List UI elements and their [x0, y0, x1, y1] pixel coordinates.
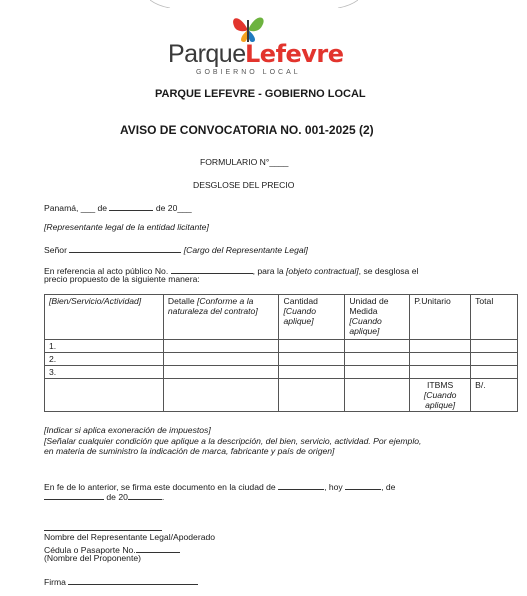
year-blank[interactable] — [128, 490, 162, 500]
legal-representative-placeholder: [Representante legal de la entidad licitante] — [44, 222, 209, 232]
salutation-label: Señor — [44, 245, 67, 255]
table-cell[interactable] — [345, 353, 410, 366]
page-corner-mark-left — [150, 0, 172, 8]
signature-proponent: (Nombre del Proponente) — [44, 553, 141, 563]
itbms-note: [Cuando aplique] — [423, 390, 457, 410]
row-number: 3. — [45, 366, 164, 379]
salutation-role: [Cargo del Representante Legal] — [183, 245, 308, 255]
table-cell — [345, 379, 410, 412]
table-cell[interactable] — [471, 340, 518, 353]
table-cell[interactable] — [279, 353, 345, 366]
header-text: Total — [475, 296, 494, 306]
logo-lefevre-text: Lefevre — [245, 40, 344, 68]
header-note: [Cuando aplique] — [283, 306, 316, 326]
table-row — [45, 340, 518, 353]
signing-text-a: En fe de lo anterior, se firma este documento en la ciudad de — [44, 482, 276, 492]
notice-title: AVISO DE CONVOCATORIA NO. 001-2025 (2) — [120, 123, 374, 137]
header-total — [471, 295, 518, 340]
date-line — [44, 201, 192, 213]
table-cell — [163, 379, 279, 412]
signing-text-b: , hoy — [324, 482, 343, 492]
reference-number-blank[interactable] — [171, 264, 253, 274]
table-cell[interactable] — [471, 353, 518, 366]
signing-year-label: de 20 — [106, 492, 128, 502]
price-breakdown-table — [44, 294, 518, 412]
header-note: [Cuando aplique] — [349, 316, 382, 336]
id-number-blank[interactable] — [136, 543, 180, 553]
table-cell[interactable] — [163, 340, 279, 353]
signing-line-2: de 20 . — [44, 490, 164, 502]
table-cell[interactable] — [410, 366, 471, 379]
form-subtitle: DESGLOSE DEL PRECIO — [193, 180, 295, 190]
table-cell[interactable] — [410, 340, 471, 353]
header-bien-servicio — [45, 295, 164, 340]
reference-text-b: , para la — [252, 266, 284, 276]
header-text: [Bien/Servicio/Actividad] — [49, 296, 142, 306]
table-row — [45, 366, 518, 379]
conditions-note-1: [Señalar cualquier condición que aplique a la descripción, del bien, servicio, actividad. Por ejemplo, — [44, 436, 422, 446]
month-blank[interactable] — [44, 490, 104, 500]
firma-line — [44, 575, 198, 587]
header-p-unitario — [410, 295, 471, 340]
city-blank[interactable] — [278, 480, 324, 490]
header-note: [Conforme a la naturaleza del contrato] — [167, 296, 258, 316]
firma-blank[interactable] — [68, 575, 198, 585]
table-cell — [45, 379, 164, 412]
signature-id-label: Cédula o Pasaporte No. — [44, 545, 136, 555]
signing-text-c: , de — [381, 482, 396, 492]
parque-lefevre-logo — [168, 12, 344, 80]
salutation-name-blank[interactable] — [69, 243, 181, 253]
table-cell[interactable] — [163, 366, 279, 379]
header-text: Detalle — [167, 296, 198, 306]
firma-label: Firma — [44, 577, 66, 587]
header-cantidad — [279, 295, 345, 340]
reference-text-a: En referencia al acto público No. — [44, 266, 169, 276]
table-cell[interactable] — [279, 340, 345, 353]
date-line-prefix: Panamá, ___ de — [44, 203, 108, 213]
date-month-blank[interactable] — [109, 201, 153, 211]
logo-subtitle: GOBIERNO LOCAL — [196, 69, 301, 76]
table-header-row — [45, 295, 518, 340]
table-cell[interactable] — [471, 366, 518, 379]
table-cell — [279, 379, 345, 412]
date-line-suffix: de 20___ — [155, 203, 192, 213]
day-blank[interactable] — [345, 480, 381, 490]
reference-line-2: precio propuesto de la siguiente manera: — [44, 274, 200, 284]
header-unidad — [345, 295, 410, 340]
table-cell[interactable] — [345, 366, 410, 379]
table-cell[interactable] — [410, 353, 471, 366]
logo-word-parque: Parque — [168, 40, 246, 68]
itbms-cell — [410, 379, 471, 412]
signature-name: Nombre del Representante Legal/Apoderado — [44, 532, 216, 542]
entity-title: PARQUE LEFEVRE - GOBIERNO LOCAL — [155, 88, 366, 100]
form-number: FORMULARIO N°____ — [200, 157, 289, 167]
signature-line[interactable] — [44, 530, 162, 531]
itbms-label: ITBMS — [427, 380, 454, 390]
table-footer-row — [45, 379, 518, 412]
page-corner-mark-right — [336, 0, 358, 8]
row-number: 1. — [45, 340, 164, 353]
reference-object: [objeto contractual] — [286, 266, 359, 276]
exoneration-note: [Indicar si aplica exoneración de impuestos] — [44, 425, 211, 435]
salutation-line — [44, 243, 308, 255]
logo-word-lefevre — [245, 40, 344, 68]
table-row — [45, 353, 518, 366]
header-text: P.Unitario — [414, 296, 451, 306]
header-text: Unidad de Medida — [349, 296, 389, 316]
reference-text-d: , se desglosa el — [358, 266, 419, 276]
conditions-note-2: en materia de suministro la indicación de marca, fabricante y país de origen] — [44, 446, 335, 456]
table-cell[interactable] — [279, 366, 345, 379]
table-cell[interactable] — [163, 353, 279, 366]
total-cell: B/. — [471, 379, 518, 412]
header-text: Cantidad — [283, 296, 318, 306]
table-cell[interactable] — [345, 340, 410, 353]
row-number: 2. — [45, 353, 164, 366]
header-detalle — [163, 295, 279, 340]
